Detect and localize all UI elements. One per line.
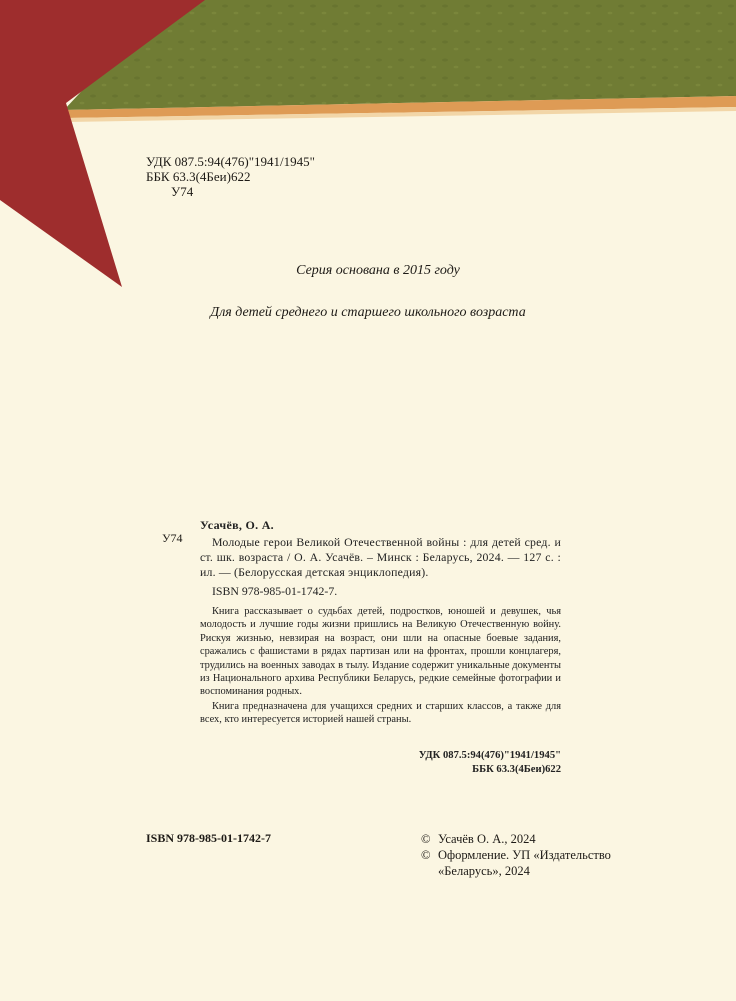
copyright-design-cont: «Беларусь», 2024	[438, 864, 530, 878]
card-annotation: Книга рассказывает о судьбах детей, подростков, юношей и девушек, чья молодость и лучшие годы жизни пришлись на Великую Отечественную войну. Рискуя жизнью, невзирая на возраст, они шли на опасные боевые задания, сражались с фашистами в рядах партизан или на фронтах, прошли концлагеря, трудились на военных заводах в тылу. Издание содержит уникальные документы из Национального архива Республики Беларусь, редкие семейные фотографии и воспоминания родных.	[200, 606, 561, 698]
card-bbk: ББК 63.3(4Беи)622	[472, 763, 561, 775]
card-udk: УДК 087.5:94(476)"1941/1945"	[418, 749, 561, 761]
series-note: Серия основана в 2015 году	[296, 263, 460, 278]
age-note: Для детей среднего и старшего школьного возраста	[210, 305, 526, 320]
card-audience: Книга предназначена для учащихся средних и старших классов, а также для всех, кто интересуется историей нашей страны.	[200, 700, 561, 726]
copyright-icon: ©	[421, 848, 431, 862]
copyright-block	[421, 831, 611, 879]
card-author: Усачёв, О. А.	[200, 518, 274, 532]
header-codes	[146, 154, 315, 199]
author-mark: У74	[171, 184, 194, 199]
card-isbn: ISBN 978-985-01-1742-7.	[212, 584, 338, 598]
copyright-design: Оформление. УП «Издательство	[438, 848, 611, 862]
card-entry: Молодые герои Великой Отечественной войны : для детей сред. и ст. шк. возраста / О. А. Усачёв. – Минск : Беларусь, 2024. — 127 с. : ил. — (Белорусская детская энциклопедия).	[200, 535, 561, 579]
card-codes	[200, 749, 561, 777]
udk-code: УДК 087.5:94(476)"1941/1945"	[146, 154, 315, 169]
isbn-bottom: ISBN 978-985-01-1742-7	[146, 831, 271, 845]
copyright-author: Усачёв О. А., 2024	[438, 832, 536, 846]
catalog-code: У74	[162, 531, 183, 545]
bbk-code: ББК 63.3(4Беи)622	[146, 169, 251, 184]
catalog-card	[200, 518, 561, 777]
copyright-icon: ©	[421, 832, 431, 846]
